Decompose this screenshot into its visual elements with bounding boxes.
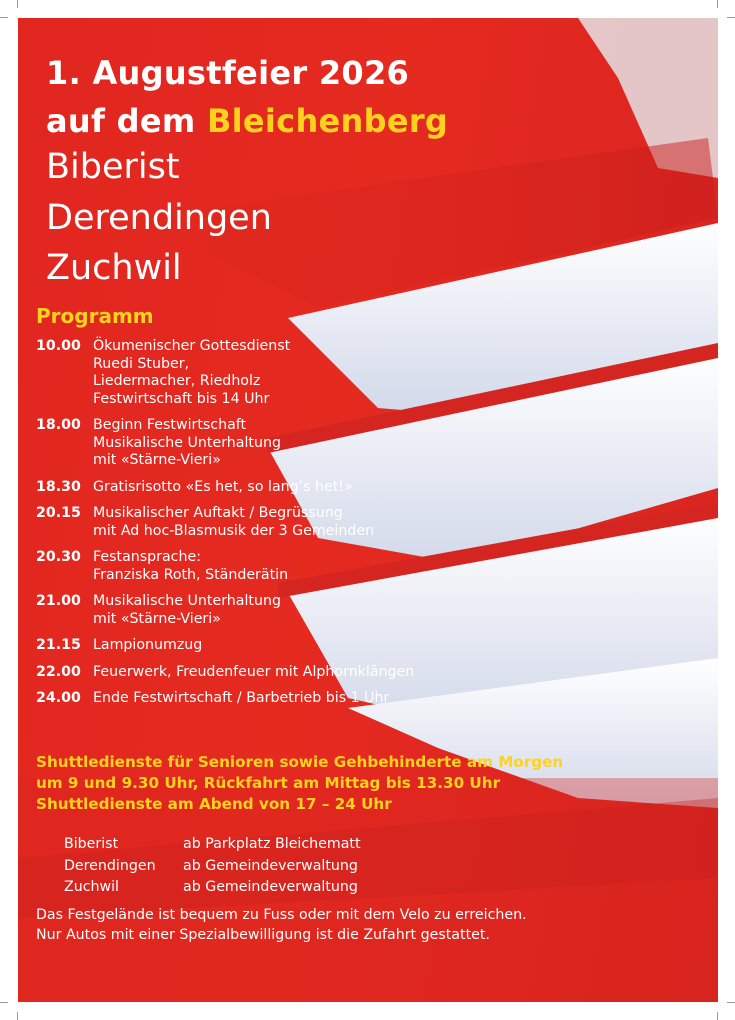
program-item — [36, 549, 696, 584]
crop-mark — [717, 0, 718, 8]
program-time: 21.15 — [36, 637, 81, 653]
shuttle-stops — [64, 834, 361, 899]
shuttle-stop — [64, 834, 361, 856]
town-biberist: Biberist — [46, 147, 180, 187]
program-line: Liedermacher, Riedholz — [93, 373, 261, 389]
town-zuchwil: Zuchwil — [46, 248, 182, 288]
program-time: 18.30 — [36, 478, 81, 495]
crop-mark — [0, 1002, 8, 1003]
note-line: Das Festgelände ist bequem zu Fuss oder mit dem Velo zu erreichen. — [36, 907, 527, 923]
shuttle-line: um 9 und 9.30 Uhr, Rückfahrt am Mittag bis 13.30 Uhr — [36, 774, 501, 792]
program-item — [36, 417, 696, 470]
title-line-2-prefix: auf dem — [46, 102, 196, 140]
program-line: Ruedi Stuber, — [93, 355, 190, 372]
program-item — [36, 338, 696, 408]
note-line: Nur Autos mit einer Spezialbewilligung ist die Zufahrt gestattet. — [36, 926, 490, 943]
program-list — [36, 338, 696, 717]
program-item — [36, 690, 696, 708]
program-line: mit «Stärne-Vieri» — [93, 610, 221, 627]
program-line: Ende Festwirtschaft / Barbetrieb bis 1 Uhr — [93, 690, 390, 706]
crop-mark — [17, 0, 18, 8]
program-item — [36, 505, 696, 540]
crop-mark — [0, 17, 8, 18]
town-derendingen: Derendingen — [46, 198, 272, 238]
title-line-1: 1. Augustfeier 2026 — [46, 54, 410, 92]
poster — [18, 18, 718, 1002]
stop-location: ab Gemeindeverwaltung — [183, 879, 358, 895]
program-line: Feuerwerk, Freudenfeuer mit Alphornklängen — [93, 663, 415, 680]
program-item — [36, 479, 696, 497]
shuttle-line: Shuttledienste für Senioren sowie Gehbehinderte am Morgen — [36, 753, 564, 771]
program-line: mit Ad hoc-Blasmusik der 3 Gemeinden — [93, 522, 375, 539]
program-item — [36, 593, 696, 628]
program-line: mit «Stärne-Vieri» — [93, 452, 221, 468]
program-line: Festwirtschaft bis 14 Uhr — [93, 390, 270, 407]
stop-location: ab Gemeindeverwaltung — [183, 857, 358, 874]
program-heading: Programm — [36, 304, 154, 328]
program-line: Musikalische Unterhaltung — [93, 593, 281, 609]
shuttle-stop — [64, 856, 361, 878]
crop-mark — [17, 1012, 18, 1020]
crop-mark — [727, 17, 735, 18]
stop-location: ab Parkplatz Bleichematt — [183, 836, 361, 852]
title-line-2 — [46, 102, 448, 140]
program-time: 20.15 — [36, 505, 81, 521]
program-time: 10.00 — [36, 338, 81, 354]
stop-place: Biberist — [64, 836, 119, 852]
program-time: 18.00 — [36, 417, 81, 433]
program-line: Gratisrisotto «Es het, so lang’s het!» — [93, 478, 353, 495]
stop-place: Zuchwil — [64, 879, 119, 895]
shuttle-line: Shuttledienste am Abend von 17 – 24 Uhr — [36, 795, 392, 813]
program-item — [36, 637, 696, 655]
program-line: Festansprache: — [93, 549, 201, 565]
program-time: 20.30 — [36, 549, 81, 565]
program-line: Musikalische Unterhaltung — [93, 434, 281, 451]
title-location-highlight: Bleichenberg — [206, 102, 449, 140]
program-line: Musikalischer Auftakt / Begrüssung — [93, 505, 343, 521]
stop-place: Derendingen — [64, 857, 156, 874]
shuttle-info — [36, 752, 563, 815]
poster-content — [18, 18, 718, 1002]
program-line: Franziska Roth, Ständerätin — [93, 566, 289, 583]
program-line: Beginn Festwirtschaft — [93, 417, 247, 433]
program-time: 22.00 — [36, 663, 81, 680]
program-line: Ökumenischer Gottesdienst — [93, 338, 291, 354]
program-line: Lampionumzug — [93, 637, 203, 653]
program-time: 24.00 — [36, 690, 81, 706]
crop-mark — [717, 1012, 718, 1020]
access-note — [36, 906, 527, 945]
program-item — [36, 664, 696, 682]
program-time: 21.00 — [36, 593, 81, 609]
shuttle-stop — [64, 877, 361, 899]
crop-mark — [727, 1002, 735, 1003]
